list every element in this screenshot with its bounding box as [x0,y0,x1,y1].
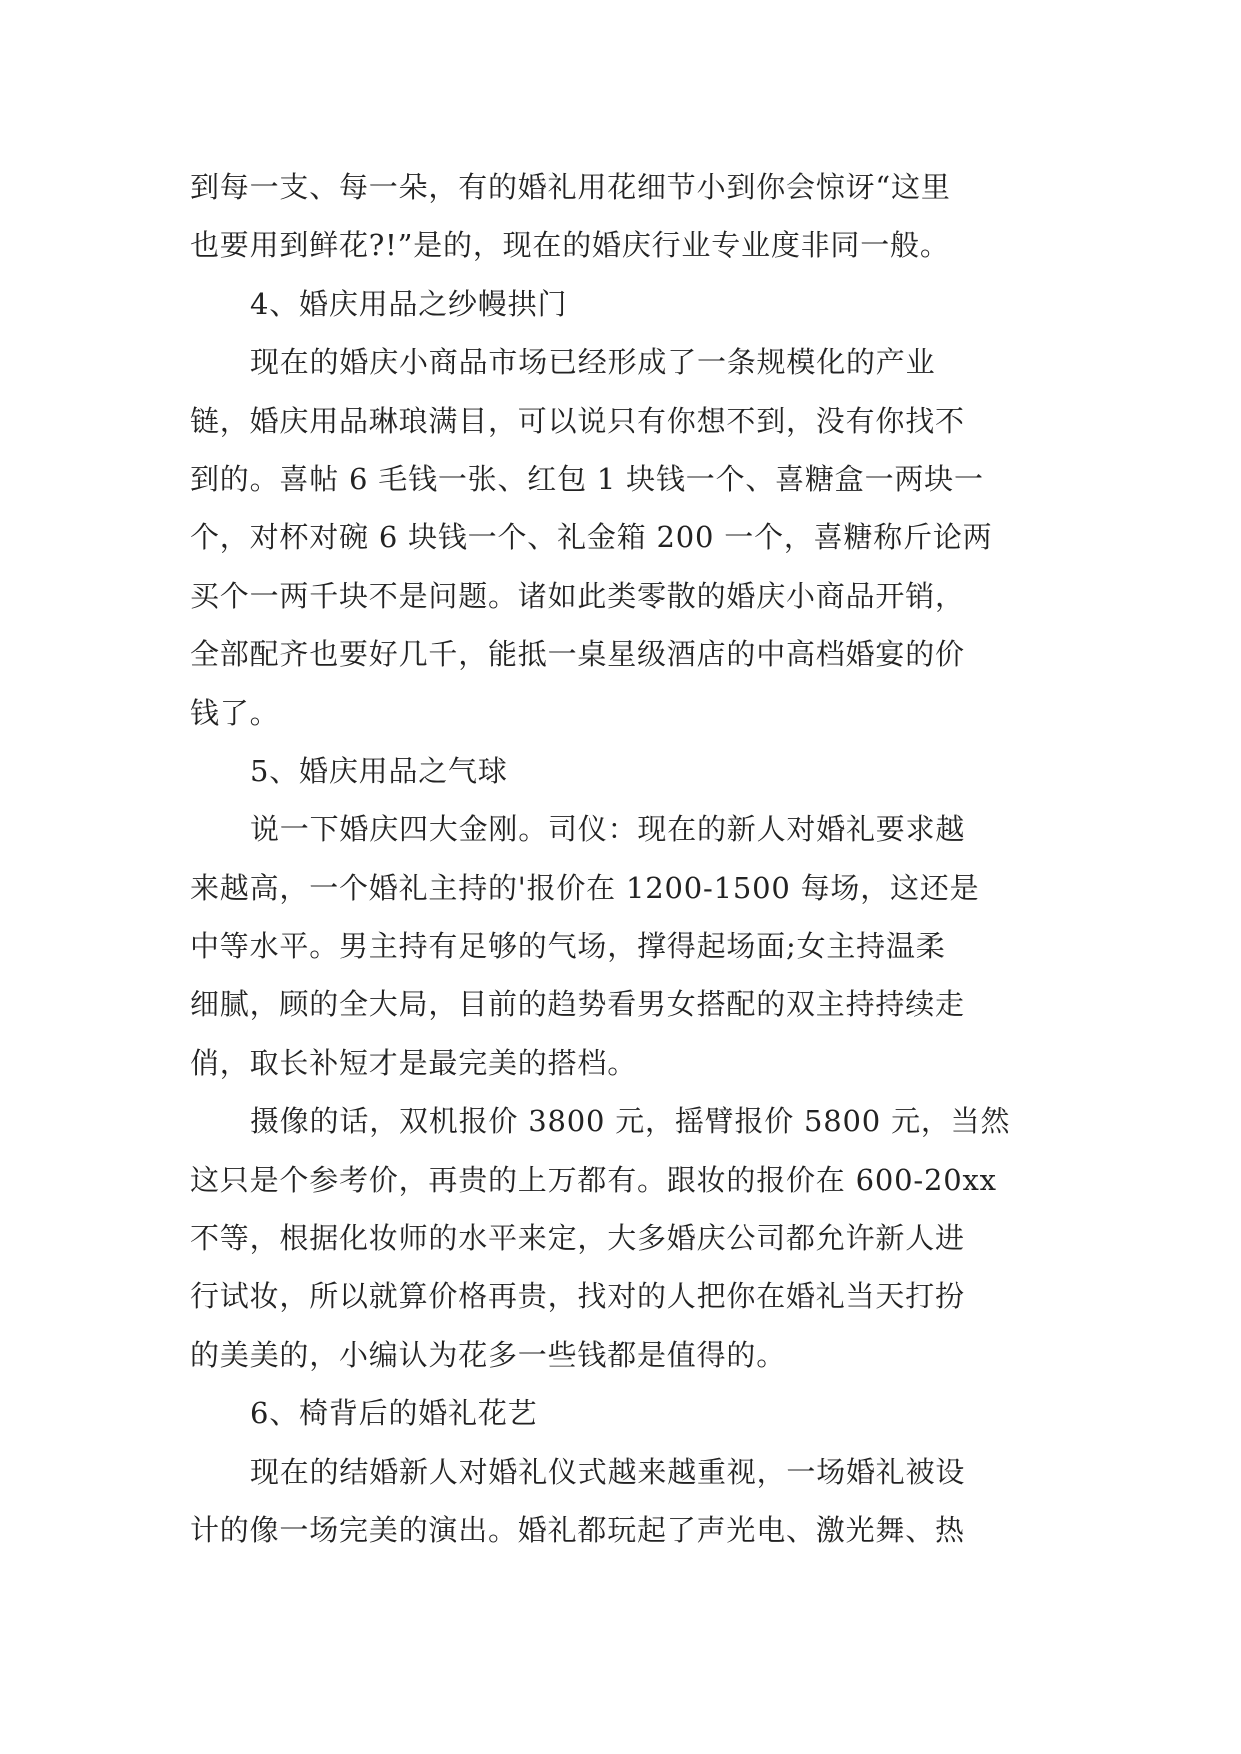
text-line: 到每一支、每一朵，有的婚礼用花细节小到你会惊讶“这里 [190,170,951,204]
text-line: 计的像一场完美的演出。婚礼都玩起了声光电、激光舞、热 [190,1512,965,1547]
paragraph-start-line: 现在的结婚新人对婚礼仪式越来越重视，一场婚礼被设 [250,1454,966,1489]
paragraph-start-line: 说一下婚庆四大金刚。司仪：现在的新人对婚礼要求越 [250,812,966,847]
paragraph-start-line: 现在的婚庆小商品市场已经形成了一条规模化的产业 [250,345,936,380]
text-line: 全部配齐也要好几千，能抵一桌星级酒店的中高档婚宴的价 [190,637,965,672]
text-line: 中等水平。男主持有足够的气场，撑得起场面;女主持温柔 [190,929,946,964]
text-line: 钱了。 [190,695,280,730]
text-line: 链，婚庆用品琳琅满目，可以说只有你想不到，没有你找不 [190,403,965,438]
paragraph-start-line: 5、婚庆用品之气球 [250,753,508,788]
document-body [190,158,1058,1559]
text-line: 的美美的，小编认为花多一些钱都是值得的。 [190,1337,787,1372]
text-line: 这只是个参考价，再贵的上万都有。跟妆的报价在 600-20xx [190,1162,997,1197]
text-line: 买个一两千块不是问题。诸如此类零散的婚庆小商品开销， [190,578,965,613]
text-line: 到的。喜帖 6 毛钱一张、红包 1 块钱一个、喜糖盒一两块一 [190,461,984,496]
text-line: 也要用到鲜花?!”是的，现在的婚庆行业专业度非同一般。 [190,228,950,263]
text-line: 来越高，一个婚礼主持的'报价在 1200-1500 每场，这还是 [190,870,980,905]
text-line: 不等，根据化妆师的水平来定，大多婚庆公司都允许新人进 [190,1221,965,1256]
text-line: 行试妆，所以就算价格再贵，找对的人把你在婚礼当天打扮 [190,1279,965,1314]
text-line: 个，对杯对碗 6 块钱一个、礼金箱 200 一个，喜糖称斤论两 [190,520,993,555]
paragraph-start-line: 摄像的话，双机报价 3800 元，摇臂报价 5800 元，当然 [250,1104,1011,1139]
paragraph-start-line: 4、婚庆用品之纱幔拱门 [250,286,568,321]
text-line: 细腻，顾的全大局，目前的趋势看男女搭配的双主持持续走 [190,987,965,1022]
text-line: 俏，取长补短才是最完美的搭档。 [190,1045,638,1080]
paragraph-start-line: 6、椅背后的婚礼花艺 [250,1396,538,1431]
